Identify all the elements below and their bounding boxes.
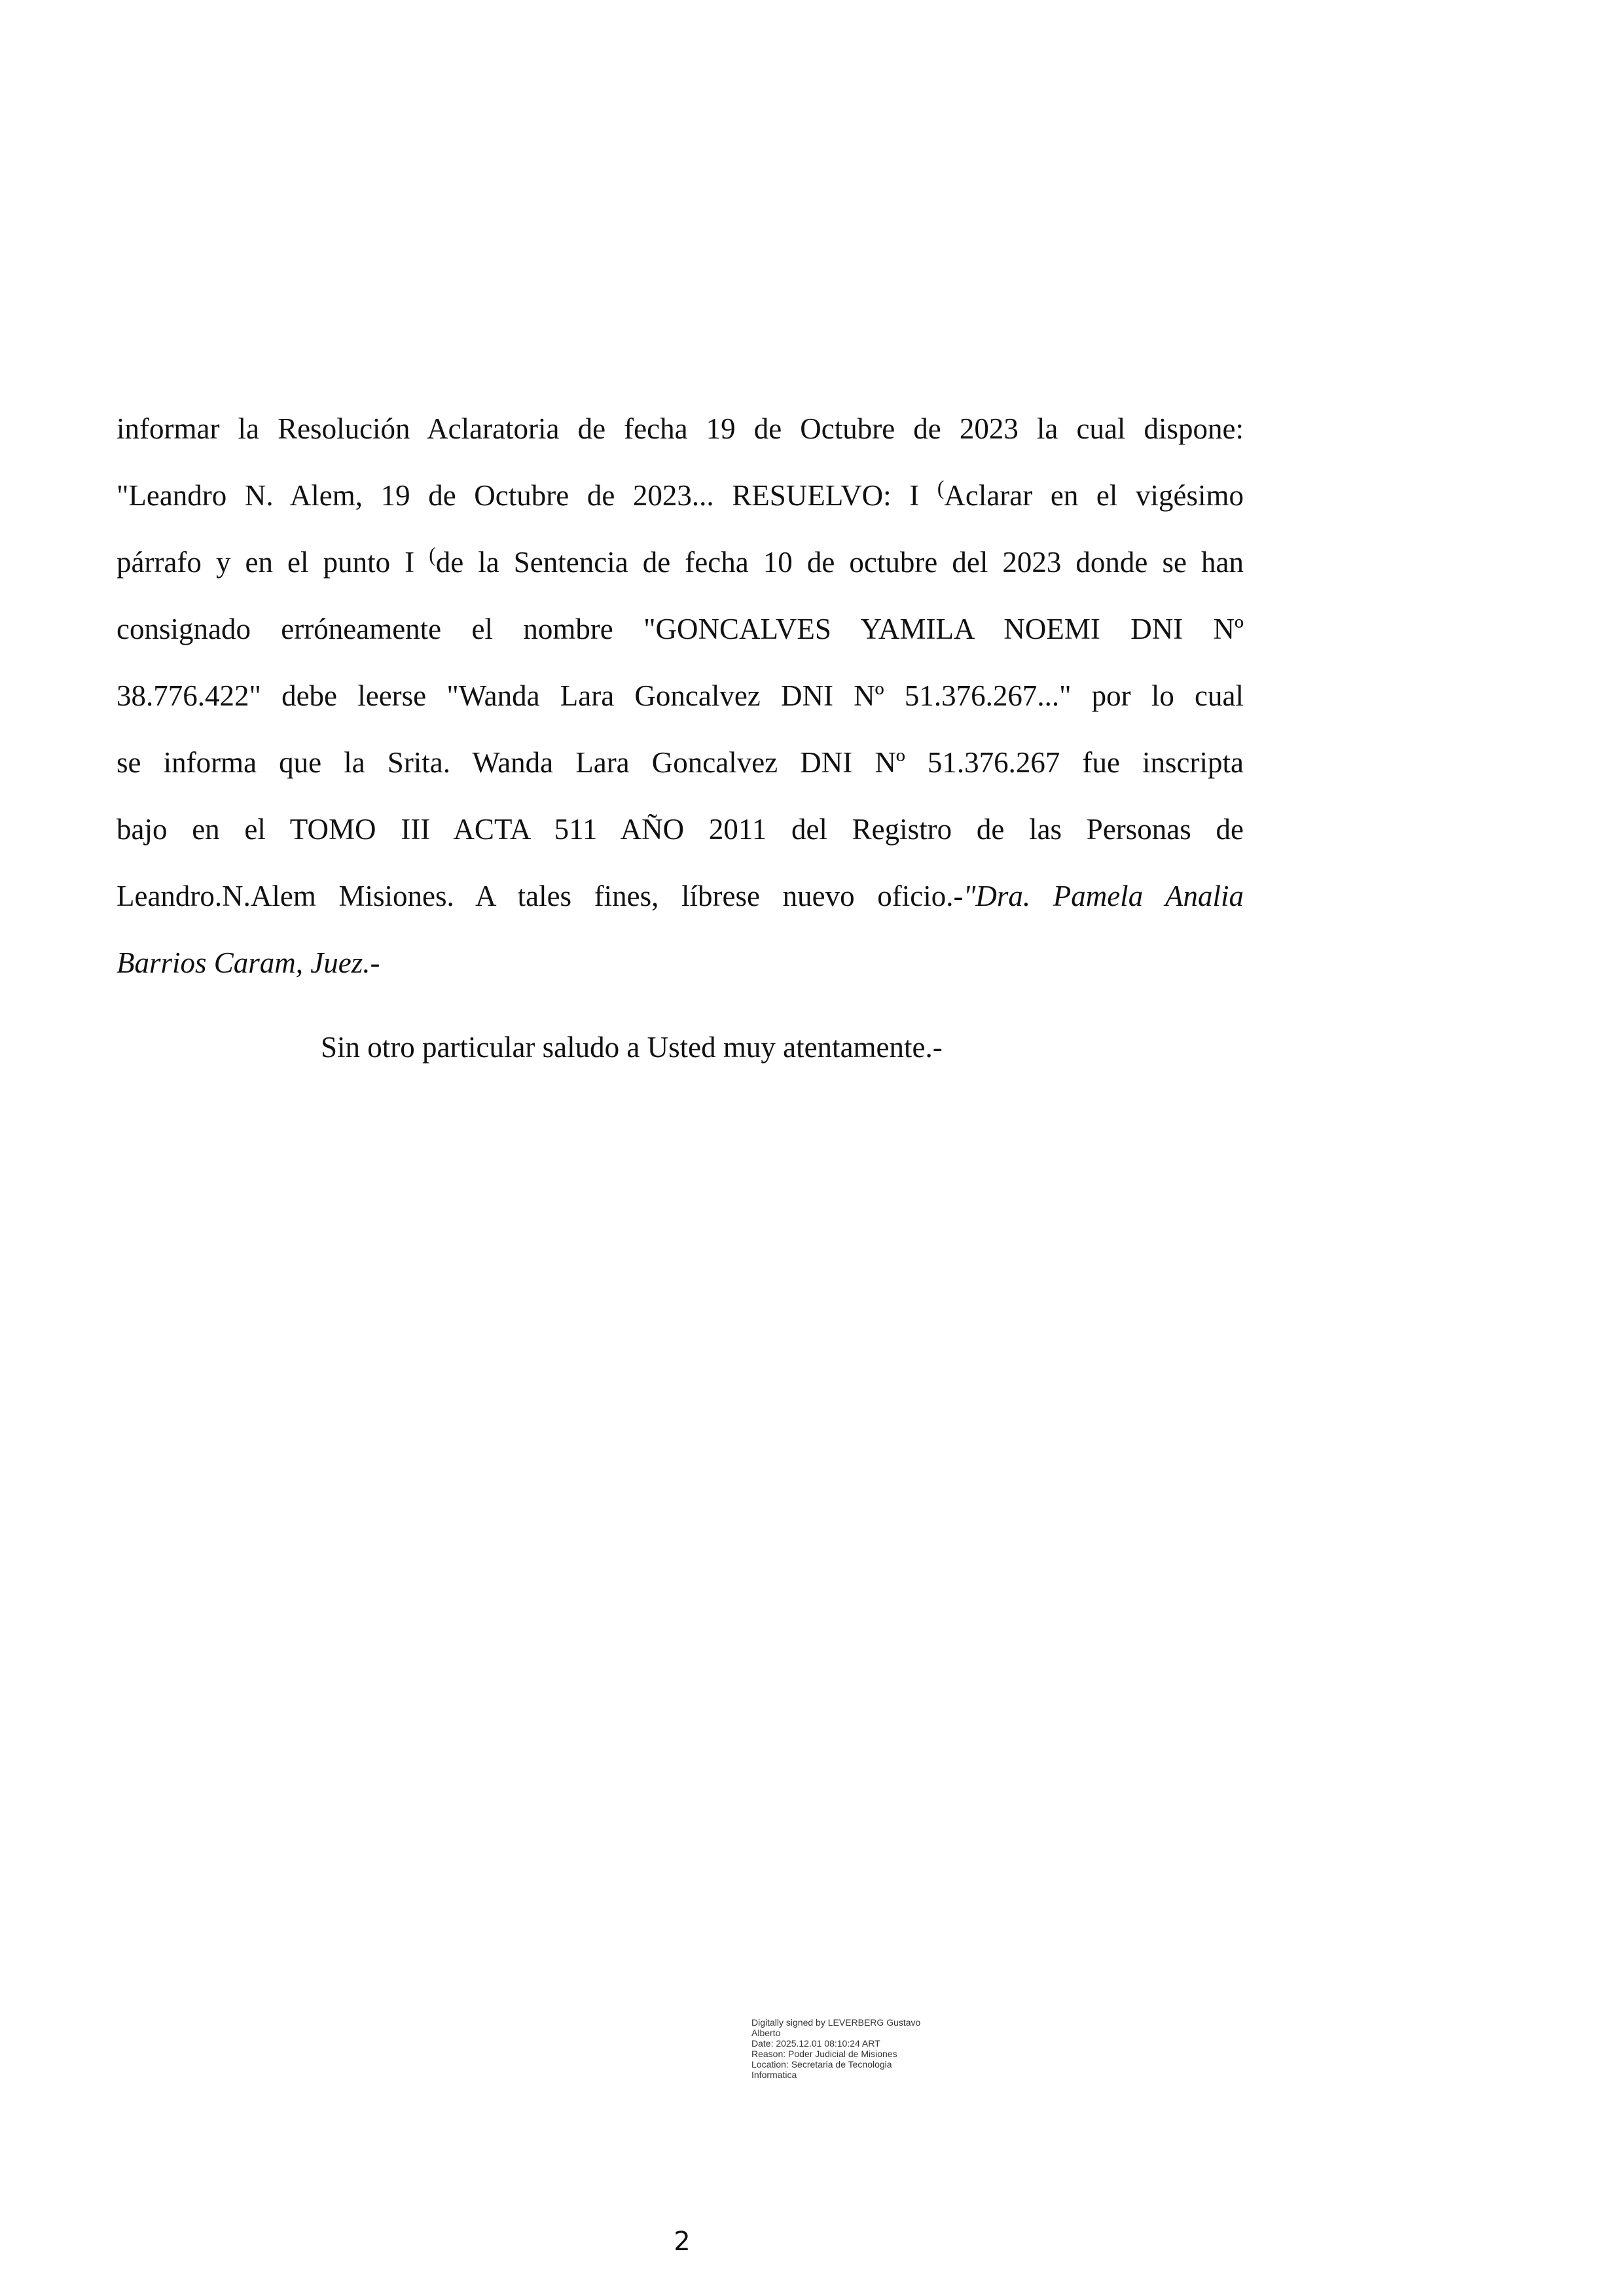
line-text: Leandro.N.Alem Misiones. A tales fines, líbrese nuevo oficio.- (117, 880, 964, 912)
signature-line: Alberto (751, 2028, 781, 2038)
paragraph-line: consignado erróneamente el nombre "GONCALVES YAMILA NOEMI DNI Nº (117, 613, 1244, 645)
superscript-mark: ( (429, 543, 436, 566)
judge-name-italic: Barrios Caram, Juez. (117, 946, 370, 979)
digital-signature-block (751, 2017, 1013, 2080)
paragraph-line: informar la Resolución Aclaratoria de fecha 19 de Octubre de 2023 la cual dispone: (117, 412, 1244, 445)
paragraph-line (117, 529, 1244, 596)
judge-name-italic: "Dra. Pamela Analia (963, 880, 1244, 912)
line-text: "Leandro N. Alem, 19 de Octubre de 2023... RESUELVO: I (117, 479, 937, 512)
paragraph-line (117, 863, 1244, 929)
line-text: Aclarar en el vigésimo (944, 479, 1244, 512)
paragraph-line (117, 929, 1244, 996)
paragraph-line: se informa que la Srita. Wanda Lara Goncalvez DNI Nº 51.376.267 fue inscripta (117, 746, 1244, 779)
paragraph-line: 38.776.422" debe leerse "Wanda Lara Goncalvez DNI Nº 51.376.267..." por lo cual (117, 679, 1244, 712)
line-text: párrafo y en el punto I (117, 546, 429, 579)
page-number: 2 (674, 2227, 691, 2257)
line-text: - (370, 946, 380, 979)
closing-salutation: Sin otro particular saludo a Usted muy atentamente.- (321, 1031, 943, 1064)
paragraph-line: bajo en el TOMO III ACTA 511 AÑO 2011 del Registro de las Personas de (117, 813, 1244, 846)
signature-line: Reason: Poder Judicial de Misiones (751, 2049, 897, 2059)
line-text: de la Sentencia de fecha 10 de octubre del 2023 donde se han (435, 546, 1244, 579)
signature-line: Date: 2025.12.01 08:10:24 ART (751, 2038, 880, 2049)
superscript-mark: ( (937, 476, 945, 499)
paragraph-line (117, 462, 1244, 529)
signature-line: Digitally signed by LEVERBERG Gustavo (751, 2017, 921, 2028)
body-paragraph (117, 395, 1244, 996)
signature-line: Location: Secretaria de Tecnologia (751, 2059, 892, 2070)
signature-line: Informatica (751, 2070, 797, 2080)
